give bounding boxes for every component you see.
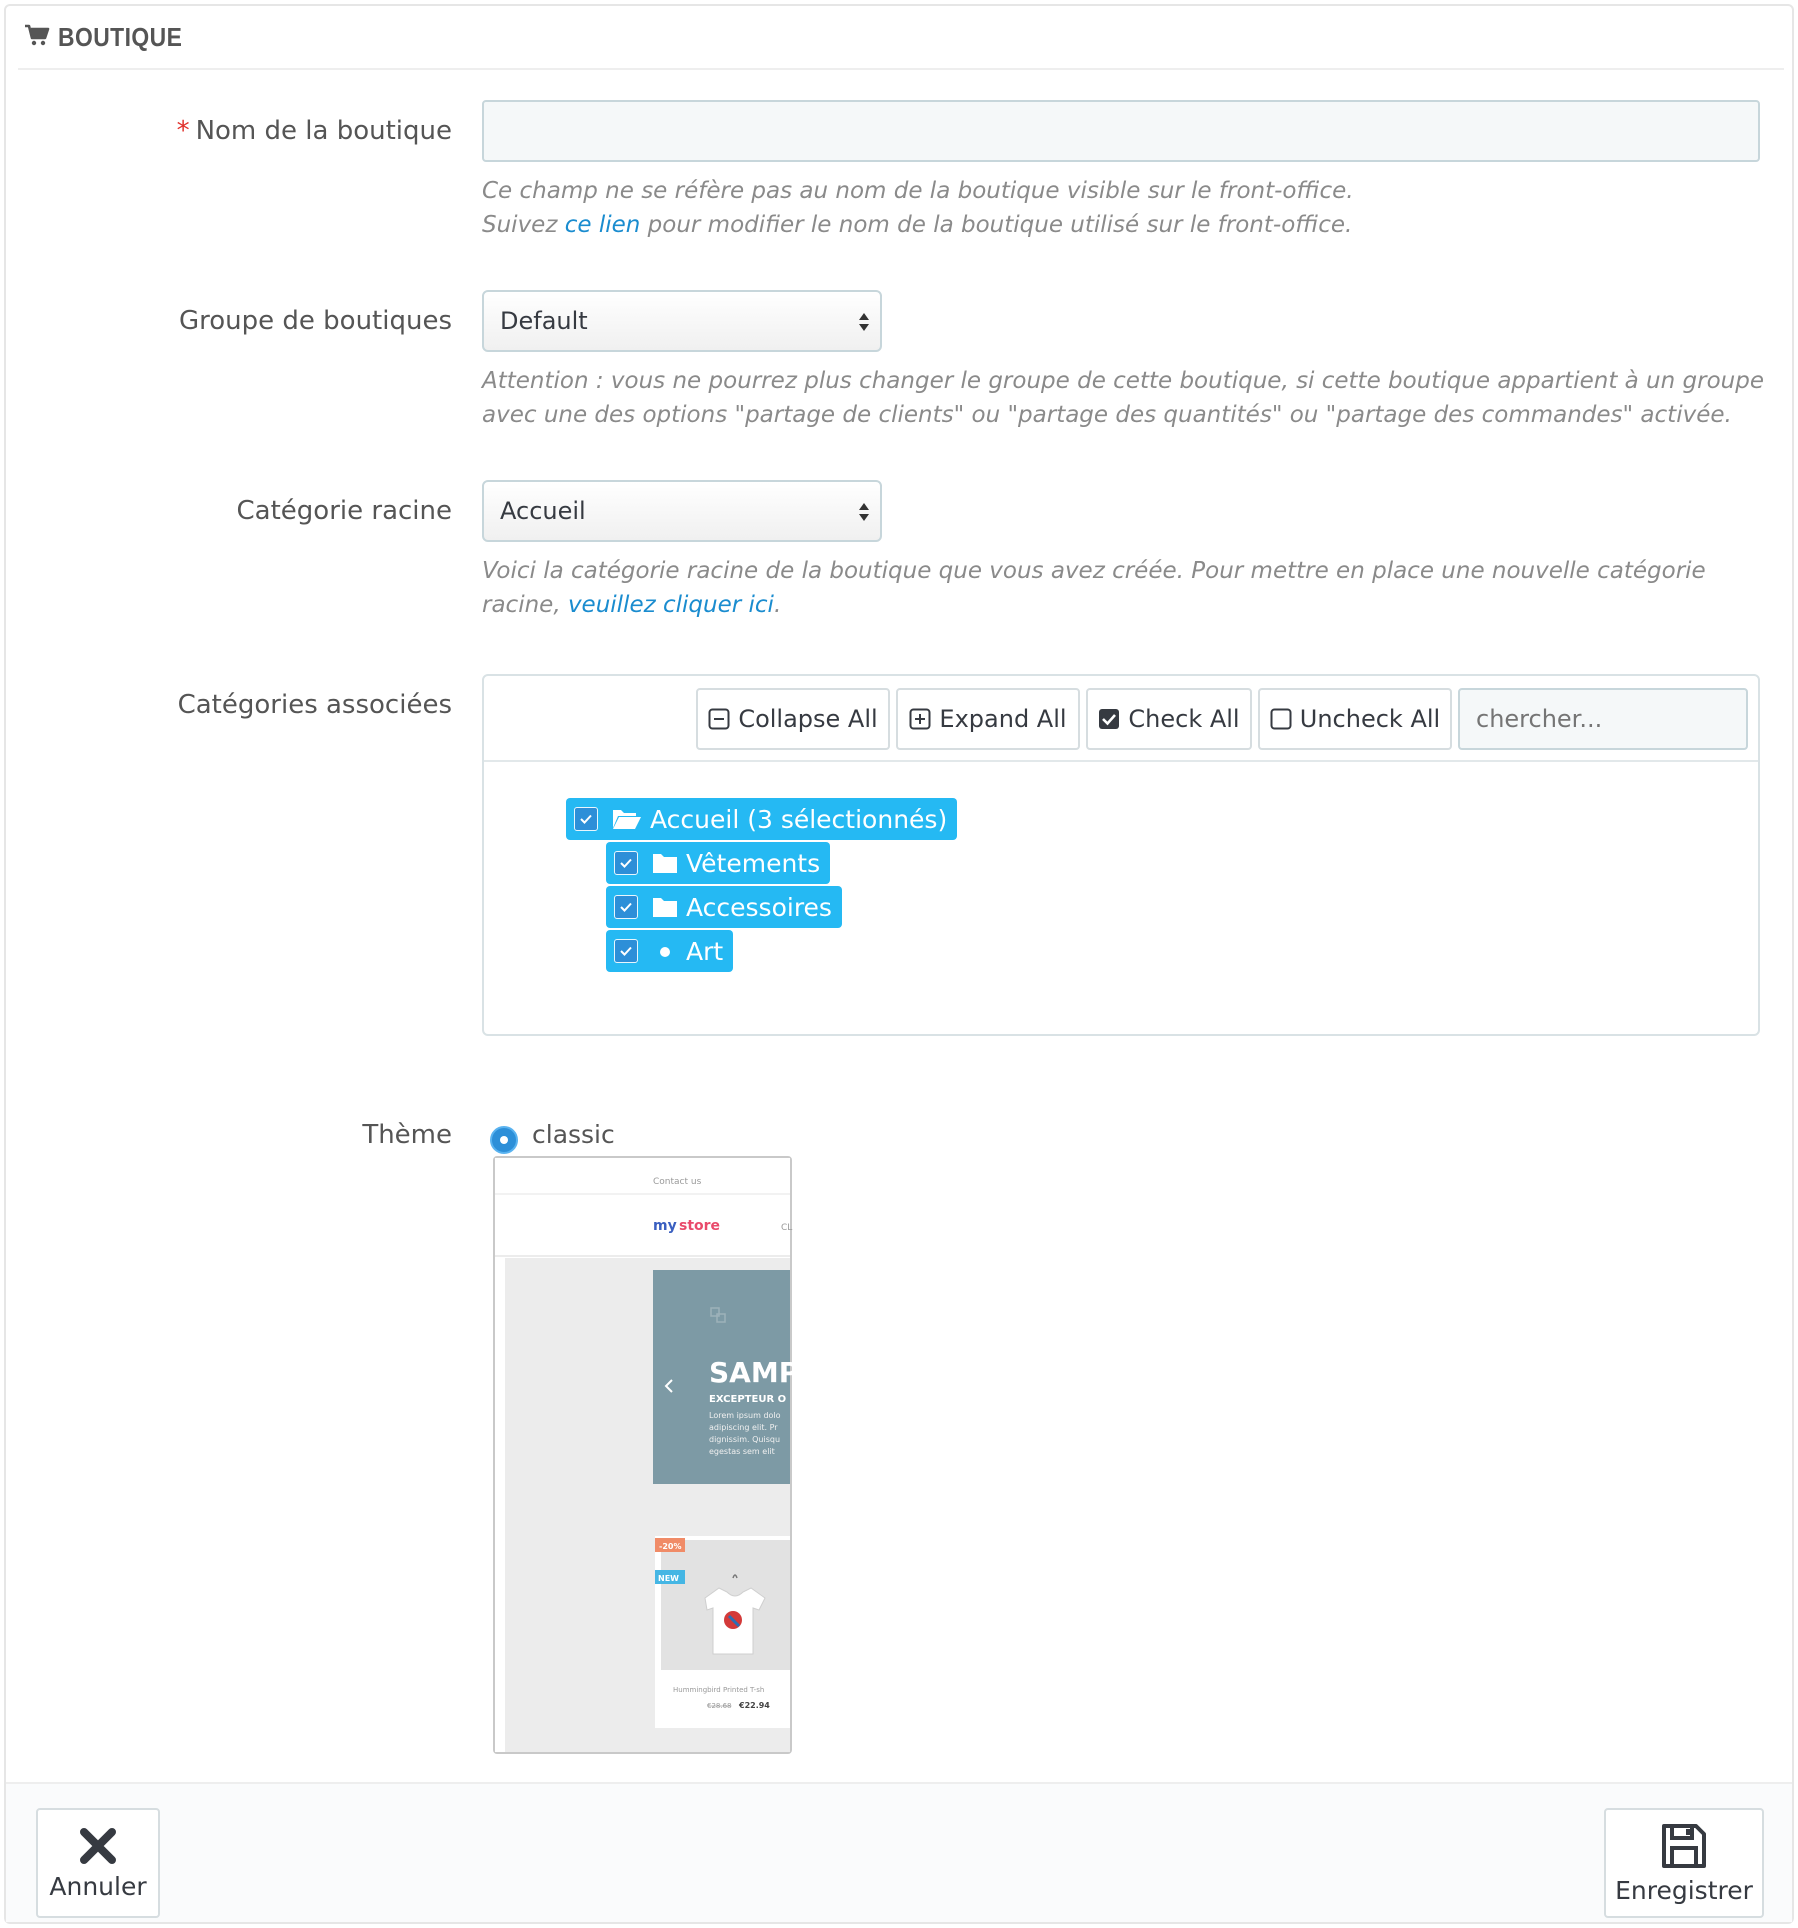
preview-logo-store: store [679, 1218, 721, 1234]
save-icon [1660, 1822, 1708, 1870]
tree-node-vetements[interactable]: Vêtements [606, 842, 830, 884]
panel-heading [18, 6, 1784, 70]
preview-old-price: €28.68 [707, 1702, 732, 1710]
node-checkbox[interactable] [614, 851, 638, 875]
panel-footer [6, 1782, 1792, 1922]
bullet-icon [652, 940, 678, 962]
square-minus-icon [708, 708, 730, 730]
uncheck-all-button[interactable]: Uncheck All [1258, 688, 1452, 750]
tree-toolbar [484, 676, 1758, 762]
checkbox-empty-icon [1270, 708, 1292, 730]
preview-logo-my: my [653, 1218, 677, 1234]
theme-name[interactable]: classic [532, 1120, 615, 1149]
shop-group-label: Groupe de boutiques [178, 306, 452, 336]
shop-name-input[interactable] [482, 100, 1760, 162]
checkbox-checked-icon [1098, 708, 1120, 730]
tree-node-accueil[interactable]: Accueil (3 sélectionnés) [566, 798, 957, 840]
shop-name-label: * Nom de la boutique [176, 116, 452, 146]
save-button[interactable]: Enregistrer [1604, 1808, 1764, 1918]
root-category-label: Catégorie racine [236, 496, 452, 526]
new-root-category-link[interactable]: veuillez cliquer ici [567, 592, 774, 618]
preview-slide-title: SAMP [709, 1356, 800, 1389]
check-icon [618, 899, 634, 915]
check-icon [618, 943, 634, 959]
close-icon [78, 1826, 118, 1866]
shop-panel [4, 4, 1794, 1924]
tree-node-art[interactable]: Art [606, 930, 733, 972]
square-plus-icon [909, 708, 931, 730]
preview-contact-link: Contact us [653, 1177, 702, 1187]
check-icon [618, 855, 634, 871]
node-checkbox[interactable] [614, 939, 638, 963]
theme-radio-classic[interactable] [490, 1126, 518, 1154]
category-search-input[interactable] [1458, 688, 1748, 750]
cart-icon [24, 24, 50, 50]
shop-name-help: Ce champ ne se réfère pas au nom de la boutique visible sur le front-office. Suivez ce lien pour modifier le nom de la boutique utilisé sur le front-office. [482, 178, 1354, 238]
root-category-help: Voici la catégorie racine de la boutique que vous avez créée. Pour mettre en place une nouvelle catégorie racine, veuillez cliquer ici. [482, 558, 1706, 618]
preview-nav: CL [781, 1223, 793, 1233]
tree-node-accessoires[interactable]: Accessoires [606, 886, 842, 928]
node-checkbox[interactable] [614, 895, 638, 919]
shop-group-select[interactable]: Default [482, 290, 882, 352]
select-arrows-icon [858, 310, 870, 334]
shop-name-edit-link[interactable]: ce lien [564, 212, 641, 238]
folder-icon [652, 852, 678, 874]
theme-label: Thème [362, 1120, 452, 1150]
check-icon [578, 811, 594, 827]
required-mark: * [176, 116, 190, 146]
cancel-button[interactable]: Annuler [36, 1808, 160, 1918]
preview-price: €22.94 [739, 1701, 770, 1710]
preview-new-badge: NEW [658, 1574, 679, 1583]
select-arrows-icon [858, 500, 870, 524]
root-category-select[interactable]: Accueil [482, 480, 882, 542]
theme-preview-image [495, 1158, 800, 1752]
preview-product-name: Hummingbird Printed T-sh [673, 1686, 765, 1694]
preview-slide-text-1: Lorem ipsum dolo [709, 1411, 781, 1420]
preview-discount-badge: -20% [659, 1542, 682, 1551]
check-all-button[interactable]: Check All [1086, 688, 1252, 750]
expand-all-button[interactable]: Expand All [896, 688, 1080, 750]
associated-categories-label: Catégories associées [177, 690, 452, 720]
preview-slide-subtitle: EXCEPTEUR O [709, 1394, 787, 1405]
preview-slide-text-2: adipiscing elit. Pr [709, 1423, 778, 1432]
theme-preview-thumbnail[interactable] [493, 1156, 800, 1754]
category-tree [482, 674, 1760, 1036]
collapse-all-button[interactable]: Collapse All [696, 688, 890, 750]
preview-slide-text-3: dignissim. Quisqu [709, 1435, 781, 1444]
preview-slide-text-4: egestas sem elit [709, 1447, 775, 1456]
node-checkbox[interactable] [574, 807, 598, 831]
folder-icon [652, 896, 678, 918]
shop-group-help: Attention : vous ne pourrez plus changer le groupe de cette boutique, si cette boutique appartient à un groupe avec une des options "partage de clients" ou "partage des quantités" ou "partage des commandes" activée. [482, 368, 1764, 428]
folder-open-icon [612, 807, 642, 831]
panel-title: BOUTIQUE [58, 21, 183, 52]
